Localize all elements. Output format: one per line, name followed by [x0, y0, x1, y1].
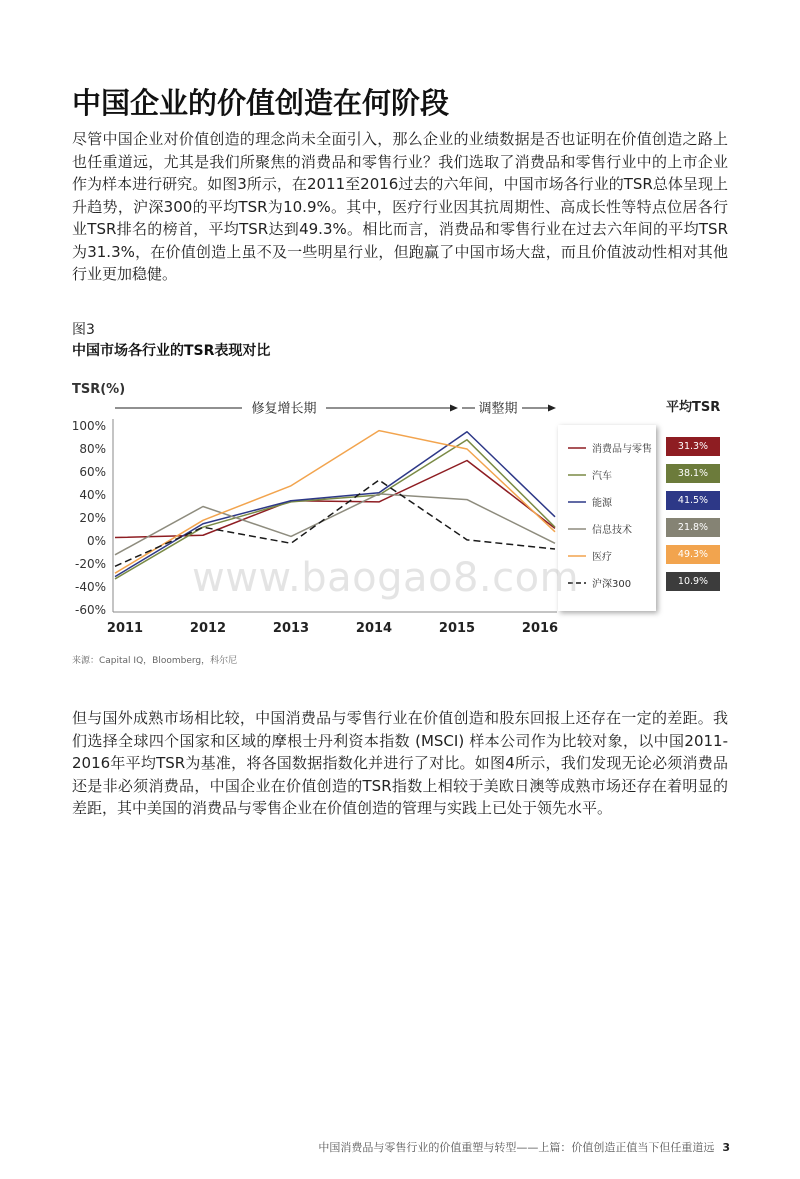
- y-tick-label: 20%: [79, 511, 106, 525]
- legend-item-csi-300: [558, 569, 656, 596]
- legend-swatch-healthcare: [568, 553, 586, 559]
- legend-item-healthcare: [558, 542, 656, 569]
- legend-swatch-energy: [568, 499, 586, 505]
- y-tick-label: 80%: [79, 442, 106, 456]
- series-lines: [115, 431, 555, 579]
- series-line-information-technology: [115, 494, 555, 555]
- legend-label: 能源: [592, 498, 612, 509]
- body-paragraph-2: 但与国外成熟市场相比较，中国消费品与零售行业在价值创造和股东回报上还存在一定的差距。我们选择全球四个国家和区域的摩根士丹利资本指数 (MSCI) 样本公司作为比较对象，以中国2011-2016年平均TSR为基准，将各国数据指数化并进行了对比。如图4所示，我们发现无论必须消费品还是非必须消费品，中国企业在价值创造的TSR指数上相较于美欧日澳等成熟市场还存在着明显的差距，其中美国的消费品与零售企业在价值创造的管理与实践上已处于领先水平。: [72, 709, 728, 817]
- legend-swatch-automotive: [568, 472, 586, 478]
- y-tick-label: -20%: [74, 557, 106, 571]
- figure-label: 图3: [72, 322, 95, 338]
- legend-label: 信息技术: [592, 525, 632, 536]
- avg-tsr-badge-healthcare: 49.3%: [666, 545, 720, 564]
- page-number: 3: [722, 1141, 730, 1154]
- x-tick-labels: [107, 621, 558, 636]
- chart-source-note: 来源：Capital IQ，Bloomberg，科尔尼: [72, 656, 238, 666]
- footer-report-title: 中国消费品与零售行业的价值重塑与转型——上篇：价值创造正值当下但任重道远: [318, 1141, 715, 1154]
- figure-title: 中国市场各行业的TSR表现对比: [72, 343, 271, 359]
- x-tick-label: 2014: [355, 621, 393, 636]
- avg-tsr-badge-energy: 41.5%: [666, 491, 720, 510]
- y-tick-label: 0%: [86, 534, 106, 548]
- avg-tsr-badge-consumer-retail: 31.3%: [666, 437, 720, 456]
- y-tick-label: 100%: [71, 419, 106, 433]
- avg-tsr-badge-automotive: 38.1%: [666, 464, 720, 483]
- phase-growth-label: 修复增长期: [251, 401, 317, 417]
- legend-item-consumer-retail: [558, 434, 656, 461]
- y-tick-label: 40%: [79, 488, 106, 502]
- y-axis-label: TSR(%): [72, 382, 126, 397]
- page-title: 中国企业的价值创造在何阶段: [72, 86, 450, 120]
- y-tick-labels: [72, 419, 106, 617]
- avg-tsr-badge-csi-300: 10.9%: [666, 572, 720, 591]
- x-tick-label: 2011: [106, 621, 144, 636]
- y-tick-label: -60%: [74, 603, 106, 617]
- phase-adjust-label: 调整期: [478, 401, 518, 417]
- average-tsr-header: 平均TSR: [666, 400, 721, 415]
- legend-item-energy: [558, 488, 656, 515]
- legend-label: 消费品与零售: [592, 444, 652, 455]
- page-footer: [318, 1140, 730, 1156]
- legend-swatch-information-technology: [568, 526, 586, 532]
- x-tick-label: 2016: [521, 621, 559, 636]
- phase-annotation: [115, 401, 556, 417]
- series-line-csi-300: [115, 480, 555, 566]
- legend-item-information-technology: [558, 515, 656, 542]
- phase-growth-arrowhead-icon: [450, 405, 458, 412]
- legend-label: 医疗: [592, 552, 612, 563]
- series-line-automotive: [115, 440, 555, 579]
- legend-swatch-csi-300: [568, 580, 586, 586]
- phase-adjust-arrowhead-icon: [548, 405, 556, 412]
- average-tsr-badges: [666, 437, 720, 599]
- x-tick-label: 2013: [272, 621, 310, 636]
- legend-swatch-consumer-retail: [568, 445, 586, 451]
- body-paragraph-1: 尽管中国企业对价值创造的理念尚未全面引入，那么企业的业绩数据是否也证明在价值创造之路上也任重道远，尤其是我们所聚焦的消费品和零售行业？我们选取了消费品和零售行业中的上市企业作为样本进行研究。如图3所示，在2011至2016过去的六年间，中国市场各行业的TSR总体呈现上升趋势，沪深300的平均TSR为10.9%。其中，医疗行业因其抗周期性、高成长性等特点位居各行业TSR排名的榜首，平均TSR达到49.3%。相比而言，消费品和零售行业在过去六年间的平均TSR为31.3%，在价值创造上虽不及一些明星行业，但跑赢了中国市场大盘，而且价值波动性相对其他行业更加稳健。: [72, 130, 728, 283]
- series-line-energy: [115, 432, 555, 577]
- y-tick-label: -40%: [74, 580, 106, 594]
- legend-label: 沪深300: [592, 579, 632, 590]
- legend-label: 汽车: [592, 471, 612, 482]
- chart-legend: [558, 425, 656, 611]
- x-tick-label: 2012: [189, 621, 227, 636]
- avg-tsr-badge-information-technology: 21.8%: [666, 518, 720, 537]
- legend-item-automotive: [558, 461, 656, 488]
- watermark: www.baogao8.com: [192, 555, 580, 601]
- y-tick-label: 60%: [79, 465, 106, 479]
- x-tick-label: 2015: [438, 621, 476, 636]
